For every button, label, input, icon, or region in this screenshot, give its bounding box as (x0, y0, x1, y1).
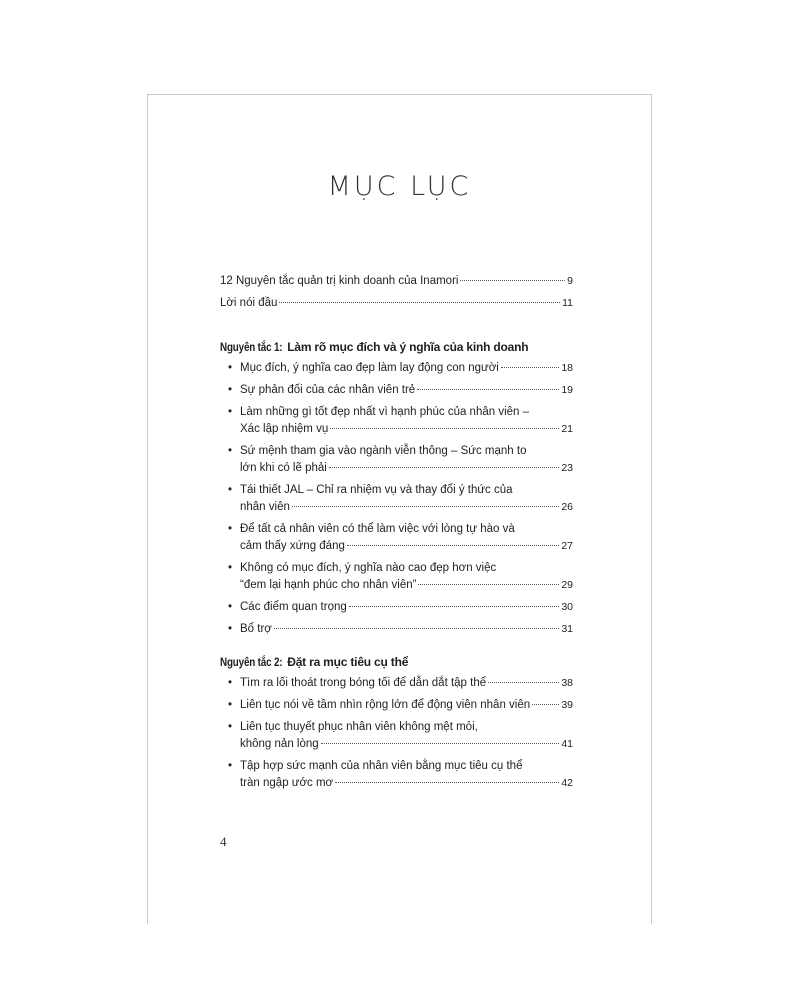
bullet-icon: • (228, 484, 233, 496)
toc-item-first-line: Không có mục đích, ý nghĩa nào cao đẹp hơn việc (240, 562, 497, 574)
bullet-icon: • (228, 384, 233, 396)
toc-item-page: 31 (561, 623, 573, 635)
toc-item-page: 18 (561, 362, 573, 374)
toc-item-first-line: Làm những gì tốt đẹp nhất vì hạnh phúc của nhân viên – (240, 406, 530, 418)
toc-entry-label: Lời nói đầu (220, 297, 278, 309)
bullet-icon: • (228, 562, 233, 574)
toc-item-page: 27 (561, 540, 573, 552)
dot-leader (292, 506, 559, 507)
section-prefix: Nguyên tắc 1: (220, 340, 283, 354)
bullet-icon: • (228, 362, 233, 374)
dot-leader (329, 467, 560, 468)
toc-item-first-line: Liên tục thuyết phục nhân viên không mệt mỏi, (240, 721, 478, 733)
toc-item-label: nhân viên (240, 501, 290, 513)
toc-entry-principles[interactable] (220, 273, 573, 290)
toc-item-page: 19 (561, 384, 573, 396)
toc-item[interactable] (220, 560, 573, 594)
toc-item[interactable] (220, 482, 573, 516)
section-heading-principle-1[interactable] (220, 340, 573, 354)
toc-item[interactable] (220, 382, 573, 399)
toc-item[interactable] (220, 360, 573, 377)
section-title: Làm rõ mục đích và ý nghĩa của kinh doanh (284, 340, 529, 354)
dot-leader (488, 682, 559, 683)
toc-item[interactable] (220, 443, 573, 477)
bullet-icon: • (228, 677, 233, 689)
dot-leader (347, 545, 559, 546)
toc-item-page: 23 (561, 462, 573, 474)
toc-entry-label: 12 Nguyên tắc quản trị kinh doanh của Inamori (220, 275, 459, 287)
bullet-icon: • (228, 406, 233, 418)
dot-leader (460, 280, 565, 281)
toc-item-page: 30 (561, 601, 573, 613)
dot-leader (330, 428, 559, 429)
toc-item-label: Bổ trợ (240, 623, 272, 635)
toc-item-page: 29 (561, 579, 573, 591)
toc-item-label: lớn khi có lẽ phải (240, 462, 327, 474)
bullet-icon: • (228, 601, 233, 613)
dot-leader (417, 389, 559, 390)
bullet-icon: • (228, 721, 233, 733)
toc-entry-preface[interactable] (220, 295, 573, 312)
dot-leader (418, 584, 559, 585)
bullet-icon: • (228, 445, 233, 457)
toc-item-label: không nản lòng (240, 738, 319, 750)
dot-leader (279, 302, 560, 303)
dot-leader (532, 704, 559, 705)
toc-item-page: 41 (561, 738, 573, 750)
toc-item-label: tràn ngập ước mơ (240, 777, 334, 789)
toc-item-page: 38 (561, 677, 573, 689)
toc-item[interactable] (220, 719, 573, 753)
page-number: 4 (220, 834, 227, 849)
section-prefix: Nguyên tắc 2: (220, 655, 283, 669)
dot-leader (274, 628, 559, 629)
toc-item-page: 39 (561, 699, 573, 711)
toc-item[interactable] (220, 521, 573, 555)
toc-item-label: Các điểm quan trọng (240, 601, 347, 613)
page-title: MỤC LỤC (327, 171, 472, 202)
toc-item-page: 42 (561, 777, 573, 789)
toc-item-label: Xác lập nhiệm vụ (240, 423, 329, 435)
toc-item-page: 26 (561, 501, 573, 513)
toc-item-label: “đem lại hạnh phúc cho nhân viên” (240, 579, 417, 591)
toc-item-label: Tìm ra lối thoát trong bóng tối để dẫn dắt tập thể (240, 677, 487, 689)
toc-item-page: 21 (561, 423, 573, 435)
dot-leader (321, 743, 560, 744)
toc-item-first-line: Tái thiết JAL – Chỉ ra nhiệm vụ và thay đổi ý thức của (240, 484, 513, 496)
toc-item[interactable] (220, 599, 573, 616)
bullet-icon: • (228, 523, 233, 535)
toc-entry-page: 11 (562, 297, 573, 309)
toc-item-label: cảm thấy xứng đáng (240, 540, 345, 552)
dot-leader (335, 782, 559, 783)
toc-item[interactable] (220, 404, 573, 438)
toc-item-label: Liên tục nói về tầm nhìn rộng lớn để động viên nhân viên (240, 699, 531, 711)
bullet-icon: • (228, 623, 233, 635)
table-of-contents (220, 273, 573, 797)
bullet-icon: • (228, 760, 233, 772)
toc-item-label: Sự phản đối của các nhân viên trẻ (240, 384, 416, 396)
section-title: Đặt ra mục tiêu cụ thể (284, 655, 409, 669)
toc-item[interactable] (220, 675, 573, 692)
toc-item-first-line: Tập hợp sức mạnh của nhân viên bằng mục tiêu cụ thể (240, 760, 523, 772)
toc-item-first-line: Để tất cả nhân viên có thể làm việc với lòng tự hào và (240, 523, 515, 535)
toc-item-label: Mục đích, ý nghĩa cao đẹp làm lay động con người (240, 362, 499, 374)
toc-item[interactable] (220, 697, 573, 714)
toc-item-first-line: Sứ mệnh tham gia vào ngành viễn thông – Sức mạnh to (240, 445, 527, 457)
dot-leader (349, 606, 560, 607)
dot-leader (501, 367, 560, 368)
bullet-icon: • (228, 699, 233, 711)
toc-item[interactable] (220, 621, 573, 638)
toc-entry-page: 9 (567, 275, 573, 287)
page-frame (147, 94, 652, 924)
toc-item[interactable] (220, 758, 573, 792)
section-heading-principle-2[interactable] (220, 655, 573, 669)
